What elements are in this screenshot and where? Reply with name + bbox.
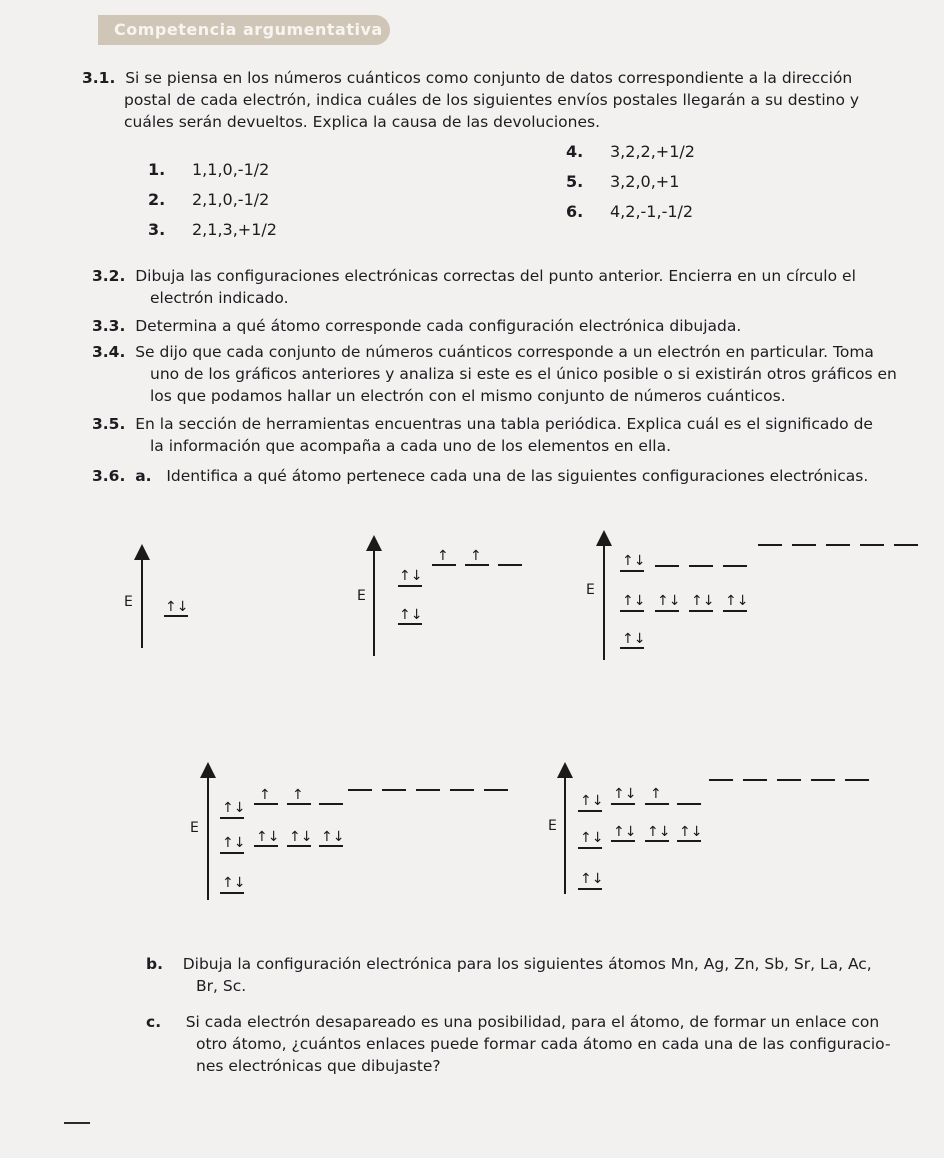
q31-text-3: cuáles serán devueltos. Explica la causa de las devoluciones. bbox=[124, 113, 601, 131]
energy-axis-label: E bbox=[357, 588, 366, 604]
q33-number: 3.3. bbox=[92, 317, 126, 335]
orbital-diagram-5 bbox=[548, 770, 869, 894]
orbital-diagram-3 bbox=[586, 538, 918, 660]
item-number: 5. bbox=[566, 172, 584, 191]
orbital-2p-2: ↑↓ bbox=[647, 824, 671, 840]
item-number: 6. bbox=[566, 202, 584, 221]
orbital-diagram-4 bbox=[190, 770, 508, 900]
q34-number: 3.4. bbox=[92, 343, 126, 361]
energy-axis-label: E bbox=[548, 818, 557, 834]
qc-line-1 bbox=[146, 1012, 879, 1032]
item-number: 1. bbox=[148, 160, 166, 179]
energy-axis-label: E bbox=[190, 820, 199, 836]
energy-axis-label: E bbox=[586, 582, 595, 598]
item-value: 2,1,0,-1/2 bbox=[192, 190, 270, 209]
q36-number: 3.6. bbox=[92, 467, 126, 485]
orbital-1s: ↑↓ bbox=[622, 631, 646, 647]
item-value: 2,1,3,+1/2 bbox=[192, 220, 277, 239]
qc-label: c. bbox=[146, 1013, 162, 1031]
orbital-3s: ↑↓ bbox=[222, 800, 246, 816]
item-value: 4,2,-1,-1/2 bbox=[610, 202, 694, 221]
orbital-3p-2: ↑ bbox=[292, 787, 304, 803]
q36a-label: a. bbox=[135, 467, 152, 485]
orbital-3p-1: ↑↓ bbox=[613, 786, 637, 802]
q34-text-1: Se dijo que cada conjunto de números cuánticos corresponde a un electrón en particular. Toma bbox=[135, 343, 874, 361]
q35-text-2: la información que acompaña a cada uno de los elementos en ella. bbox=[150, 437, 671, 455]
qb-text-2: Br, Sc. bbox=[196, 977, 247, 995]
orbital-2p-3: ↑↓ bbox=[321, 829, 345, 845]
q32-text-2: electrón indicado. bbox=[150, 289, 289, 307]
orbital-3p-2: ↑ bbox=[650, 786, 662, 802]
orbital-2s: ↑↓ bbox=[222, 835, 246, 851]
item-value: 3,2,0,+1 bbox=[610, 172, 680, 191]
orbital-2p-2: ↑ bbox=[470, 548, 482, 564]
orbital-1s: ↑↓ bbox=[165, 599, 189, 615]
item-number: 4. bbox=[566, 142, 584, 161]
orbital-1s: ↑↓ bbox=[580, 871, 604, 887]
orbital-2p-3: ↑↓ bbox=[679, 824, 703, 840]
item-number: 2. bbox=[148, 190, 166, 209]
orbital-2p-1: ↑↓ bbox=[256, 829, 280, 845]
orbital-diagram-1 bbox=[124, 552, 188, 648]
bottom-mark bbox=[64, 1122, 90, 1124]
orbital-2p-1: ↑↓ bbox=[613, 824, 637, 840]
q35-number: 3.5. bbox=[92, 415, 126, 433]
orbital-2p-3: ↑↓ bbox=[725, 593, 749, 609]
q33-text-1: Determina a qué átomo corresponde cada configuración electrónica dibujada. bbox=[135, 317, 742, 335]
qb-text-1: Dibuja la configuración electrónica para los siguientes átomos Mn, Ag, Zn, Sb, Sr, La, Ac, bbox=[182, 955, 872, 973]
q32-number: 3.2. bbox=[92, 267, 126, 285]
q35-text-1: En la sección de herramientas encuentras una tabla periódica. Explica cuál es el significado de bbox=[135, 415, 873, 433]
orbital-2p-2: ↑↓ bbox=[691, 593, 715, 609]
orbital-1s: ↑↓ bbox=[399, 607, 423, 623]
orbital-2s: ↑↓ bbox=[580, 830, 604, 846]
qc-text-2: otro átomo, ¿cuántos enlaces puede formar cada átomo en cada una de las configuracio- bbox=[196, 1035, 891, 1053]
item-value: 3,2,2,+1/2 bbox=[610, 142, 695, 161]
orbital-2p-2: ↑↓ bbox=[289, 829, 313, 845]
item-value: 1,1,0,-1/2 bbox=[192, 160, 270, 179]
section-banner-title: Competencia argumentativa bbox=[114, 20, 383, 39]
q34-text-3: los que podamos hallar un electrón con el mismo conjunto de números cuánticos. bbox=[150, 387, 786, 405]
qc-text-3: nes electrónicas que dibujaste? bbox=[196, 1057, 441, 1075]
orbital-2s: ↑↓ bbox=[399, 568, 423, 584]
q32-text-1: Dibuja las configuraciones electrónicas correctas del punto anterior. Encierra en un círculo el bbox=[135, 267, 856, 285]
energy-axis-label: E bbox=[124, 594, 133, 610]
orbital-1s: ↑↓ bbox=[222, 875, 246, 891]
orbital-3s: ↑↓ bbox=[622, 553, 646, 569]
orbital-3p-1: ↑ bbox=[259, 787, 271, 803]
orbital-2s: ↑↓ bbox=[622, 593, 646, 609]
qb-line-1 bbox=[146, 954, 872, 974]
q31-number: 3.1. bbox=[82, 69, 116, 87]
q36a-text: Identifica a qué átomo pertenece cada una de las siguientes configuraciones electrónicas. bbox=[166, 467, 869, 485]
orbital-2p-1: ↑ bbox=[437, 548, 449, 564]
qc-text-1: Si cada electrón desapareado es una posibilidad, para el átomo, de formar un enlace con bbox=[185, 1013, 880, 1031]
orbital-3s: ↑↓ bbox=[580, 793, 604, 809]
q34-text-2: uno de los gráficos anteriores y analiza si este es el único posible o si existirán otros gráficos en bbox=[150, 365, 897, 383]
qb-label: b. bbox=[146, 955, 163, 973]
q31-text-1: Si se piensa en los números cuánticos como conjunto de datos correspondiente a la dirección bbox=[125, 69, 853, 87]
orbital-diagram-2 bbox=[357, 543, 522, 656]
orbital-2p-1: ↑↓ bbox=[657, 593, 681, 609]
q31-text-2: postal de cada electrón, indica cuáles de los siguientes envíos postales llegarán a su destino y bbox=[124, 91, 860, 109]
item-number: 3. bbox=[148, 220, 166, 239]
